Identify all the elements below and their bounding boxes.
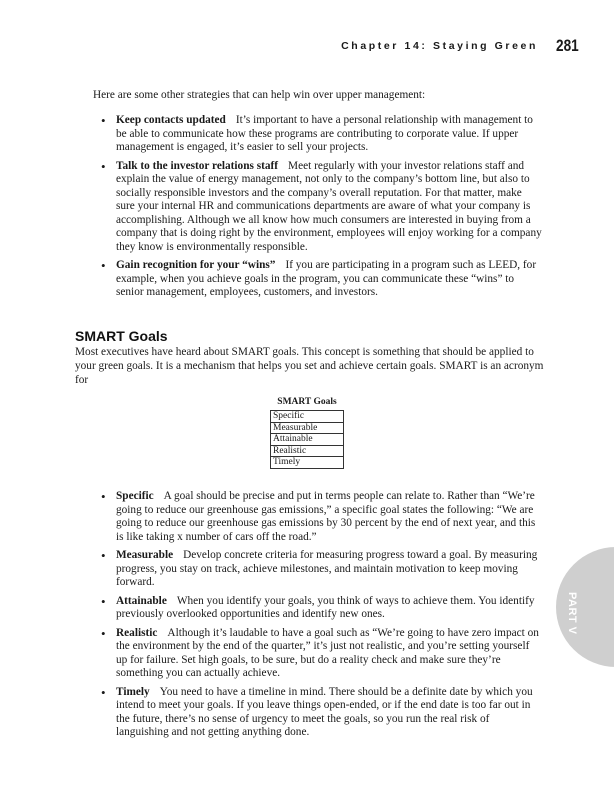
table-cell: Realistic <box>271 445 344 457</box>
list-item <box>100 114 542 155</box>
list-item <box>100 259 542 300</box>
table-cell: Specific <box>271 411 344 423</box>
item-text: You need to have a timeline in mind. There should be a definite date by which you intend to meet your goals. If you leave things open-ended, or if the end date is too far out in the future, there’s no sense of urgency to meet the goals, so you run the real risk of languishing and not getting anything done. <box>116 685 533 738</box>
item-text: A goal should be precise and put in terms people can relate to. Rather than “We’re going to reduce our greenhouse gas emissions,” a specific goal states the following: “We are going to reduce our greenhouse gas emissions by 30 percent by the end of next year, and this is like taking x number of cars off the road.” <box>116 490 536 543</box>
table-row <box>271 411 344 423</box>
list-item <box>100 686 542 740</box>
page-number: 281 <box>556 36 579 55</box>
table-row <box>271 422 344 434</box>
item-term: Realistic <box>116 626 158 639</box>
part-thumb-tab <box>556 547 614 667</box>
table-row <box>271 445 344 457</box>
smart-items-list <box>100 490 542 745</box>
item-term: Specific <box>116 490 154 502</box>
item-term: Gain recognition for your “wins” <box>116 259 276 271</box>
table-row <box>271 434 344 446</box>
list-item <box>100 549 542 590</box>
item-term: Talk to the investor relations staff <box>116 159 279 172</box>
item-text: If you are participating in a program such as LEED, for example, when you achieve goals in the program, you can communicate these “wins” to senior management, employees, customers, and investors. <box>116 259 537 298</box>
list-item <box>100 160 542 255</box>
item-text: Meet regularly with your investor relations staff and explain the value of energy management, not only to the company’s bottom line, but also to socially responsible investors and the company’s overall reputation. For that matter, make sure your internal HR and communications departments are aware of what your company is accomplishing. Although we all know how much consumers are interested in buying from a company that is doing right by the environment, employees will enjoy working for a company they know is environmentally responsible. <box>116 159 542 253</box>
item-text: Although it’s laudable to have a goal such as “We’re going to have zero impact on the environment by the end of the quarter,” it’s just not realistic, and you’re setting yourself up for failure. Set high goals, to be sure, but do a reality check and make sure they’re something you can actually achieve. <box>116 626 539 679</box>
item-text: It’s important to have a personal relationship with management to be able to communicate how these programs are contributing to corporate value. If upper management is engaged, it’s easier to sell your projects. <box>116 114 533 153</box>
section-paragraph: Most executives have heard about SMART goals. This concept is something that should be applied to your green goals. It is a mechanism that helps you set and achieve certain goals. SMART is an acronym for <box>75 346 544 386</box>
list-item <box>100 627 542 681</box>
item-term: Timely <box>116 685 150 698</box>
smart-table <box>270 397 344 469</box>
item-term: Keep contacts updated <box>116 114 226 126</box>
table-cell: Measurable <box>271 422 344 434</box>
table-cell: Attainable <box>271 434 344 446</box>
list-item <box>100 595 542 622</box>
section-heading: SMART Goals <box>75 328 168 344</box>
item-term: Attainable <box>116 594 167 607</box>
item-text: When you identify your goals, you think of ways to achieve them. You identify previously overlooked opportunities and identify new ones. <box>116 594 535 620</box>
table-caption: SMART Goals <box>277 397 337 407</box>
item-text: Develop concrete criteria for measuring progress toward a goal. By measuring progress, you stay on track, achieve milestones, and maintain motivation to keep moving forward. <box>116 549 538 588</box>
strategies-list <box>100 114 542 305</box>
table-cell: Timely <box>271 457 344 469</box>
smart-goals-table <box>270 410 344 469</box>
list-item <box>100 490 542 544</box>
part-tab-label: PART V <box>566 592 578 635</box>
running-head: Chapter 14: Staying Green <box>341 40 538 52</box>
intro-paragraph: Here are some other strategies that can help win over upper management: <box>93 89 426 101</box>
table-row <box>271 457 344 469</box>
item-term: Measurable <box>116 549 174 561</box>
